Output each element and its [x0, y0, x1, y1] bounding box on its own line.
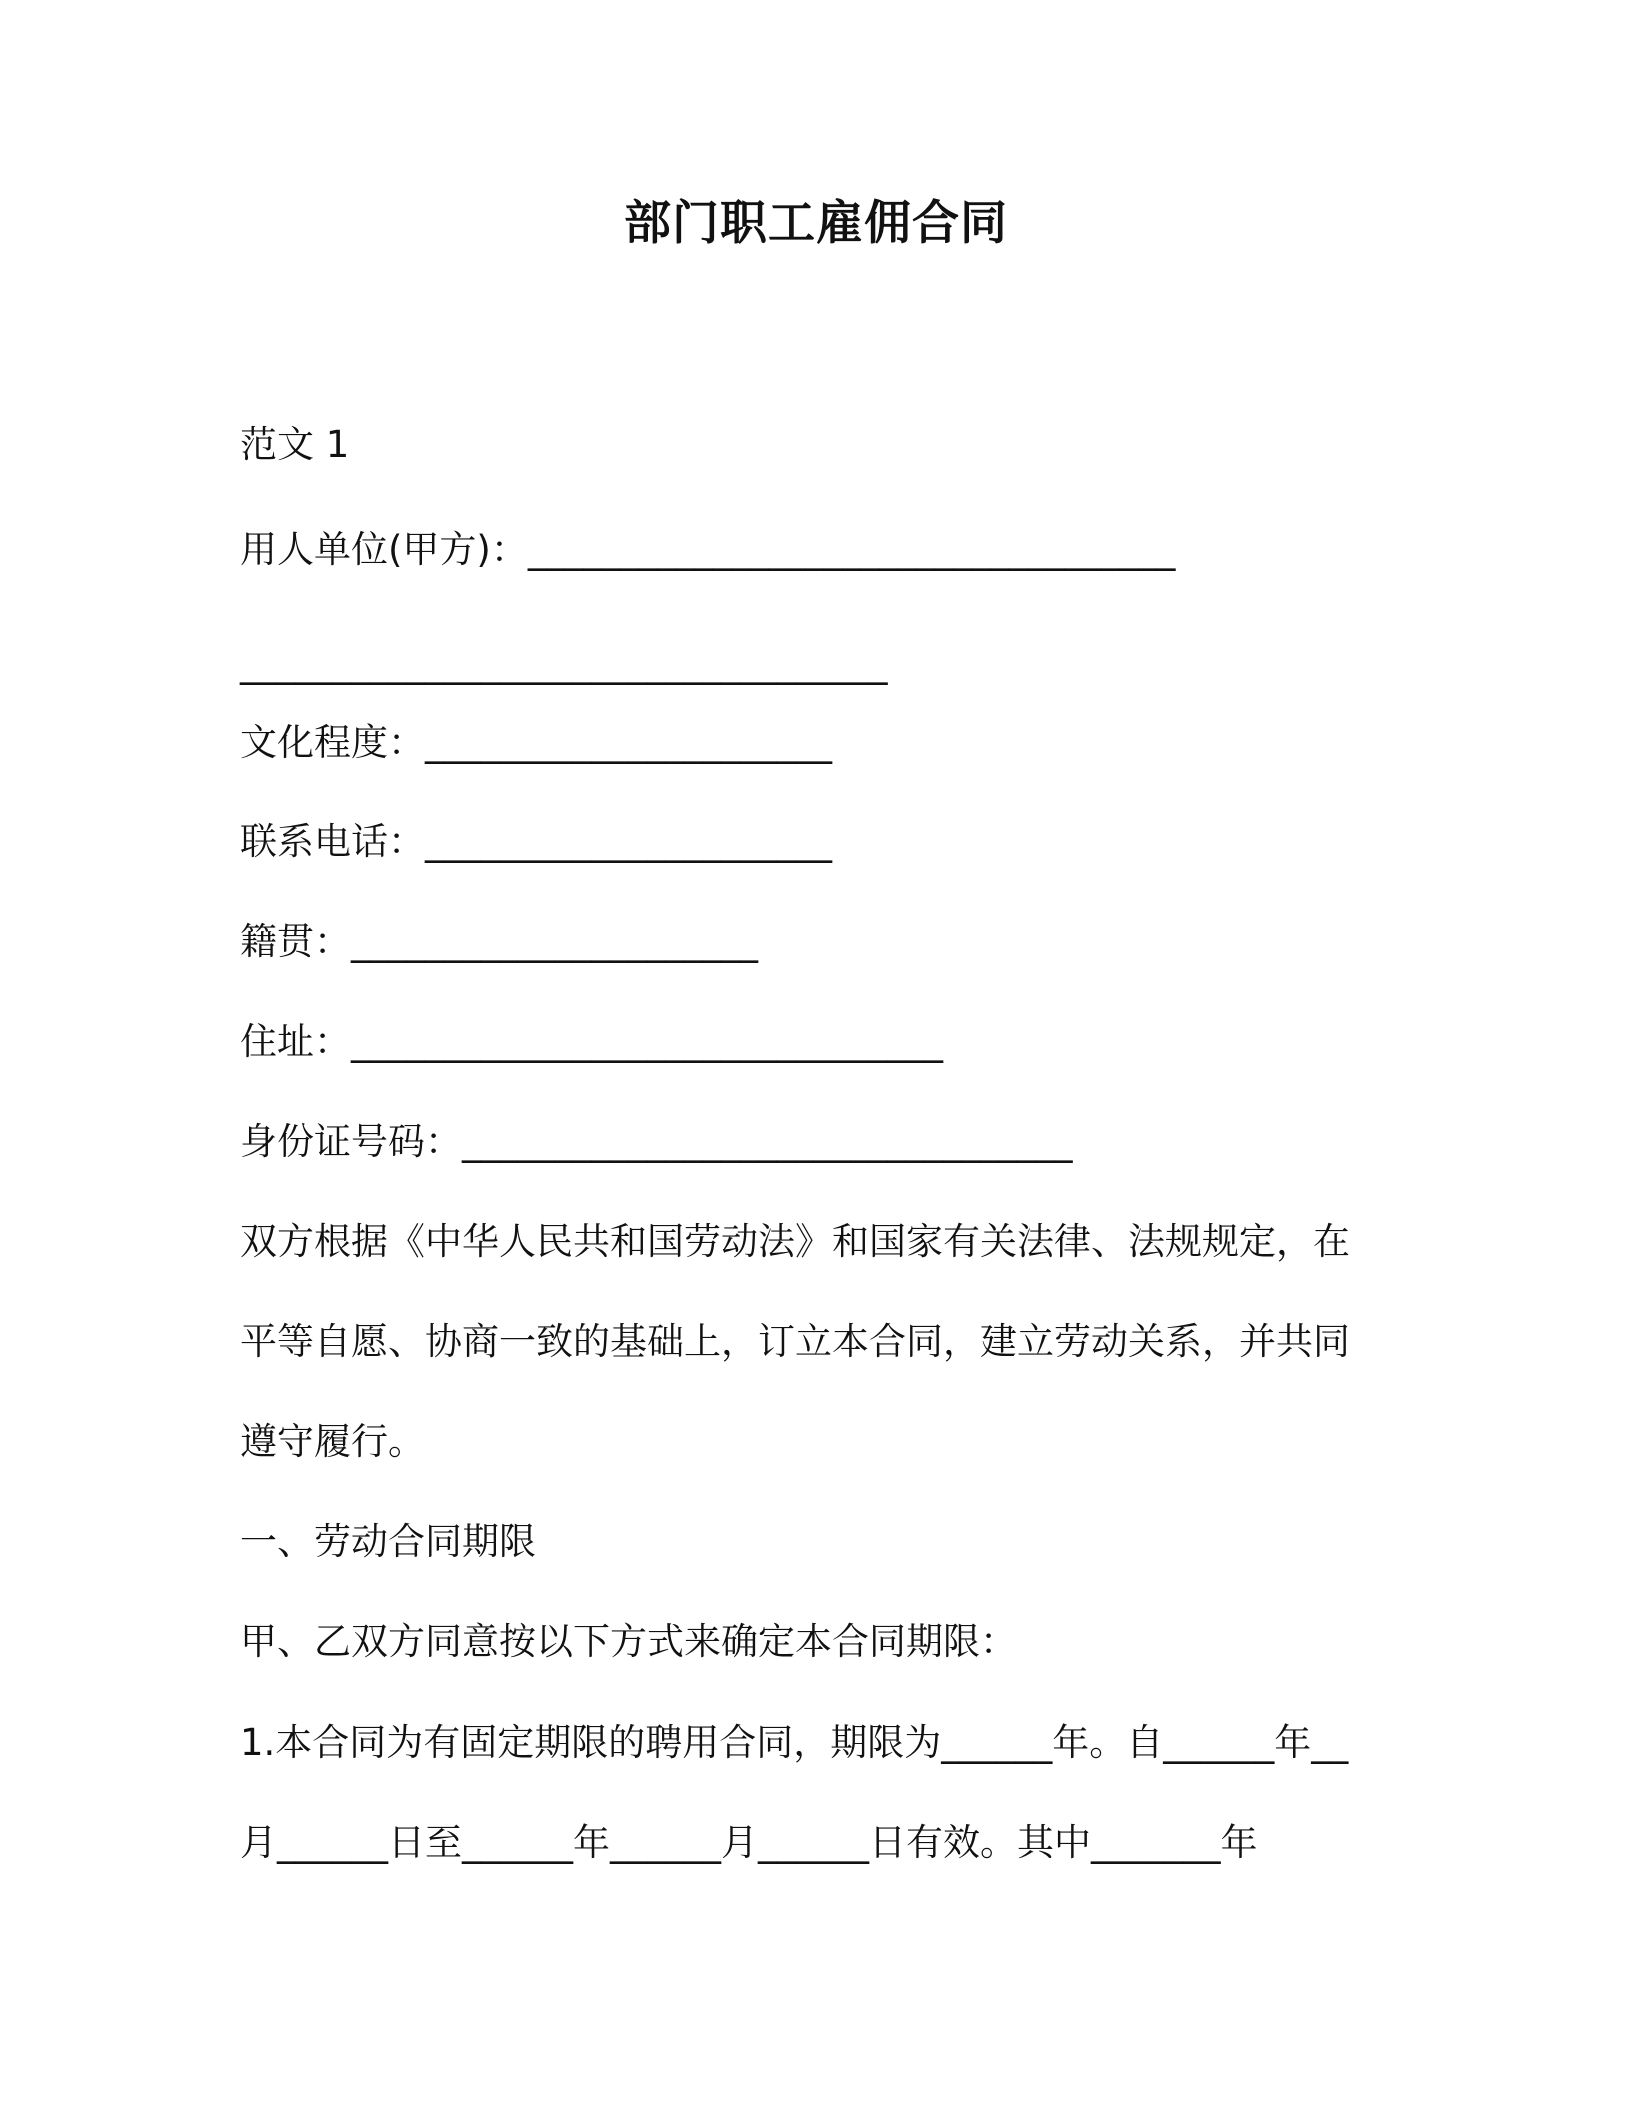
paragraph-line: 双方根据《中华人民共和国劳动法》和国家有关法律、法规规定，在 — [240, 1220, 1350, 1263]
section-label: 范文 1 — [240, 423, 350, 466]
employer-field-continuation: ___________________________________ — [240, 642, 888, 685]
section-heading: 一、劳动合同期限 — [240, 1520, 536, 1563]
phone-field: 联系电话：______________________ — [240, 820, 832, 863]
native-place-field: 籍贯：______________________ — [240, 920, 758, 963]
paragraph-line: 平等自愿、协商一致的基础上，订立本合同，建立劳动关系，并共同 — [240, 1320, 1350, 1363]
paragraph-line: 甲、乙双方同意按以下方式来确定本合同期限： — [240, 1620, 1017, 1663]
paragraph-line: 遵守履行。 — [240, 1420, 425, 1463]
document-title: 部门职工雇佣合同 — [624, 196, 1008, 251]
id-number-field: 身份证号码：_________________________________ — [240, 1120, 1073, 1163]
clause-line: 1.本合同为有固定期限的聘用合同，期限为______年。自______年__ — [240, 1721, 1349, 1764]
clause-line: 月______日至______年______月______日有效。其中_______年 — [240, 1821, 1258, 1864]
address-field: 住址：________________________________ — [240, 1020, 943, 1063]
education-field: 文化程度：______________________ — [240, 721, 832, 764]
employer-field: 用人单位(甲方)：___________________________________ — [240, 528, 1176, 571]
